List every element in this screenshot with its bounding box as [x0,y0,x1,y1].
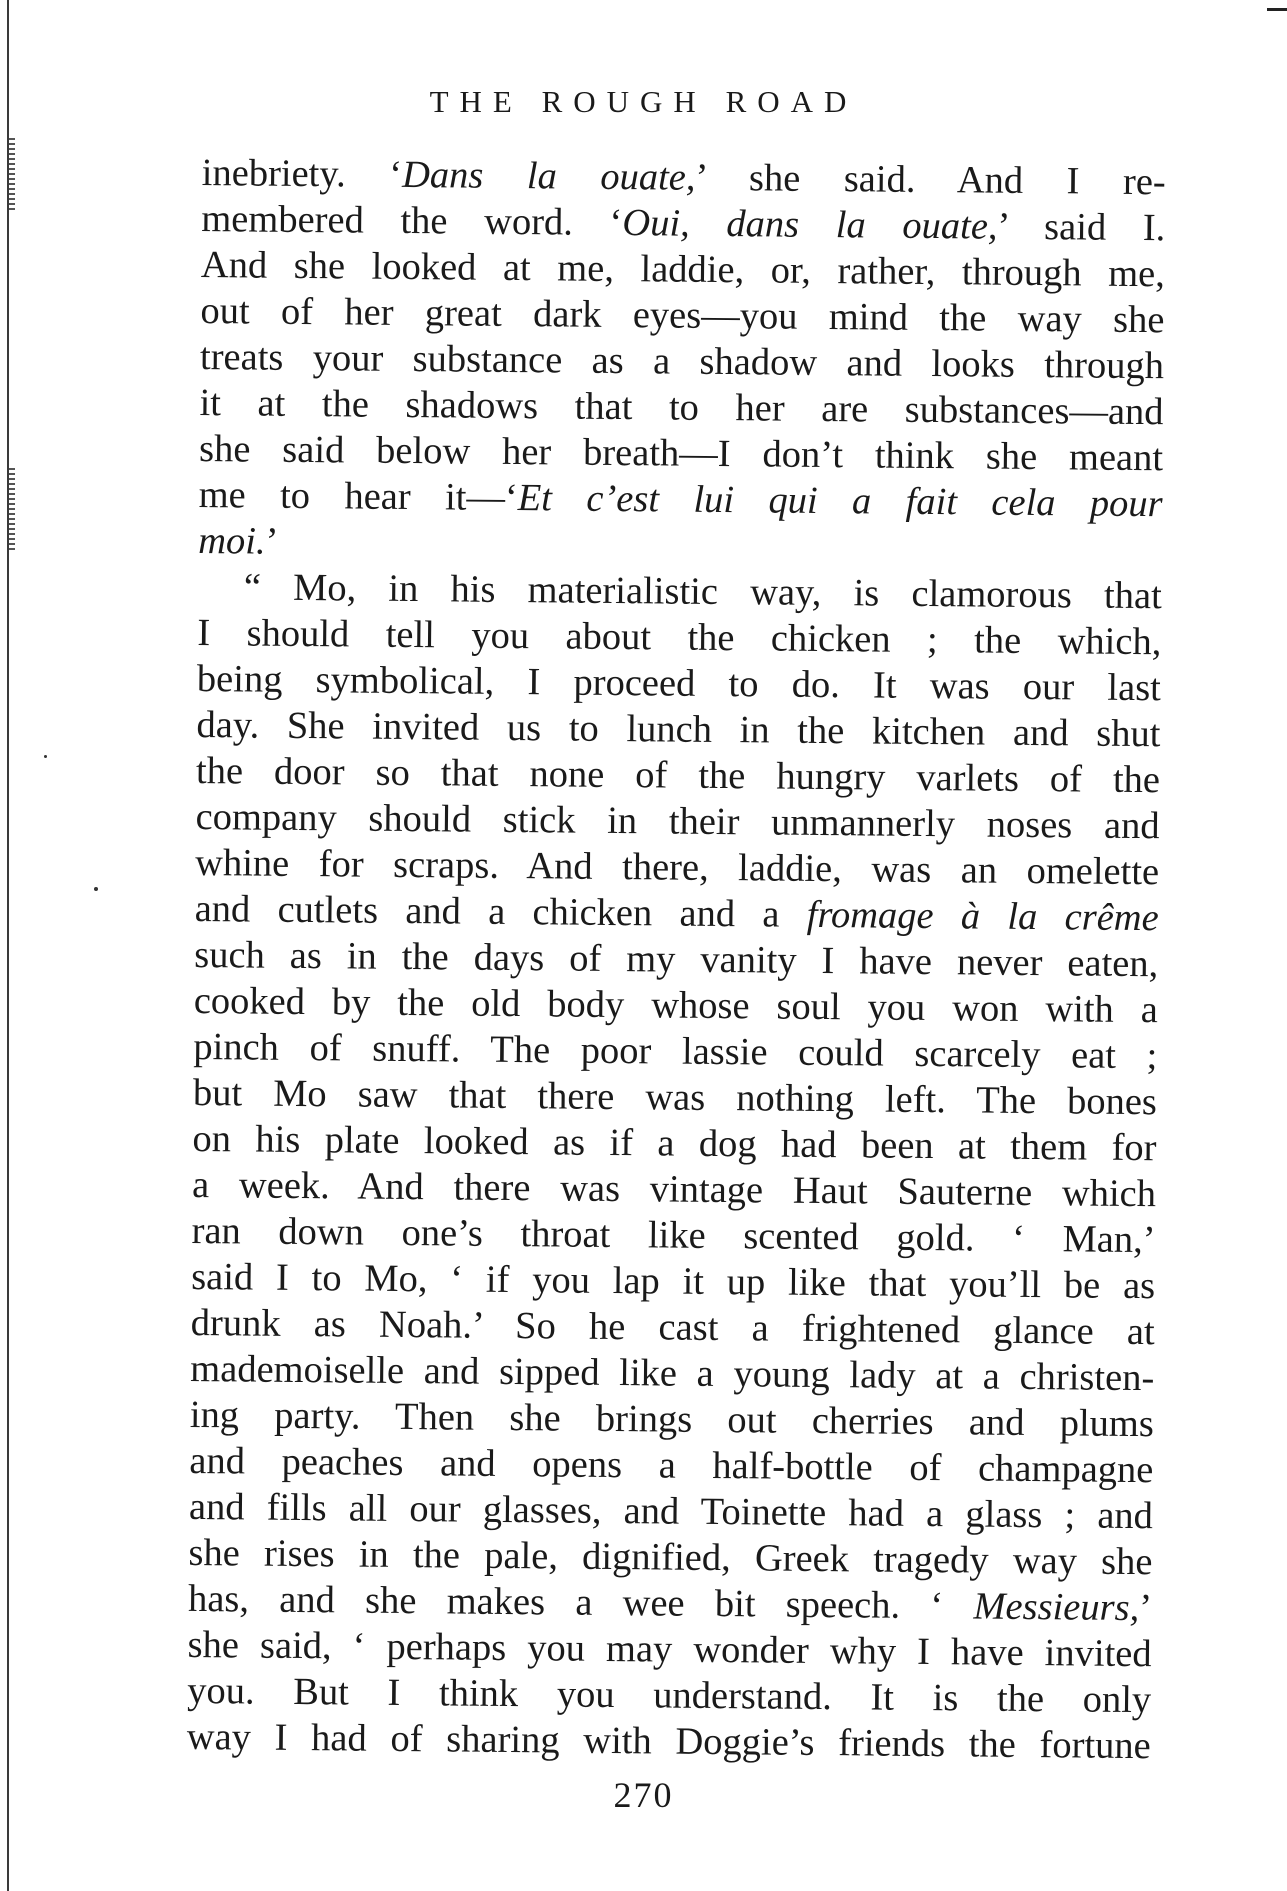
text-run: cooked by the old body whose soul you won with a [193,979,1158,1032]
text-run: company should stick in their unmannerly noses and [195,795,1160,848]
text-run: ’ said I. [997,205,1166,250]
text-run: ’ [1139,1587,1153,1630]
text-run: and peaches and opens a half-bottle of champagne [189,1439,1154,1492]
text-run: she rises in the pale, dignified, Greek tragedy way she [188,1531,1153,1584]
running-head: THE ROUGH ROAD [429,84,858,119]
text-run: ran down one’s throat like scented gold. ‘ Man,’ [191,1209,1156,1262]
scan-artifact [9,138,15,210]
text-run: drunk as Noah.’ So he cast a frightened glance at [190,1301,1155,1354]
italic-text: fromage à la crême [806,893,1159,940]
text-run: it at the shadows that to her are substances—and [199,381,1164,434]
text-run: ’ she said. And I re- [695,156,1166,204]
text-run: being symbolical, I proceed to do. It was our last [196,657,1162,710]
text-run: ’ [265,520,279,563]
body-text [187,150,1166,1769]
text-run: inebriety. ‘ [201,151,403,196]
text-run: but Mo saw that there was nothing left. The bones [192,1071,1158,1124]
scan-artifact [44,755,47,758]
text-run: ing party. Then she brings out cherries and plums [189,1393,1155,1446]
italic-text: Oui, dans la ouate, [622,202,998,248]
text-run: whine for scraps. And there, laddie, was an omelette [194,841,1160,894]
italic-text: Dans la ouate, [401,153,696,199]
text-run: And she looked at me, laddie, or, rather, through me, [200,243,1166,296]
scan-artifact [9,468,15,550]
italic-text: Messieurs, [973,1585,1140,1630]
text-run: a week. And there was vintage Haut Sauterne which [191,1163,1157,1216]
text-run: out of her great dark eyes—you mind the way she [200,289,1165,342]
text-run: she said, ‘ perhaps you may wonder why I have invited [187,1623,1152,1676]
text-run: the door so that none of the hungry varlets of the [195,749,1161,802]
text-run: I should tell you about the chicken ; the which, [197,611,1162,664]
text-run: way I had of sharing with Doggie’s friends the fortune [186,1715,1151,1768]
text-run: mademoiselle and sipped like a young lady at a christen- [190,1347,1155,1400]
text-run: me to hear it—‘ [198,473,518,520]
text-run: has, and she makes a wee bit speech. ‘ [187,1577,974,1628]
italic-text: Et c’est lui qui a fait cela pour [517,477,1163,526]
text-run: day. She invited us to lunch in the kitchen and shut [196,703,1161,756]
text-run: “ Mo, in his materialistic way, is clamorous that [243,566,1162,618]
text-run: she said below her breath—I don’t think she meant [198,427,1164,480]
text-run: on his plate looked as if a dog had been at them for [192,1117,1157,1170]
text-run: membered the word. ‘ [201,197,623,245]
text-run: said I to Mo, ‘ if you lap it up like that you’ll be as [190,1255,1156,1308]
italic-text: moi. [198,519,266,563]
scan-artifact [1267,8,1287,11]
text-run: such as in the days of my vanity I have never eaten, [194,933,1159,986]
page-number: 270 [613,1775,674,1815]
text-run: and fills all our glasses, and Toinette had a glass ; and [188,1485,1154,1538]
text-run: pinch of snuff. The poor lassie could scarcely eat ; [193,1025,1158,1078]
text-line [198,472,1162,527]
scan-artifact [94,887,98,891]
page-edge-rule [7,0,9,1891]
text-line [187,1714,1151,1769]
text-run: treats your substance as a shadow and looks through [199,335,1165,388]
text-run: and cutlets and a chicken and a [194,887,807,936]
text-run: you. But I think you understand. It is the only [187,1669,1152,1722]
